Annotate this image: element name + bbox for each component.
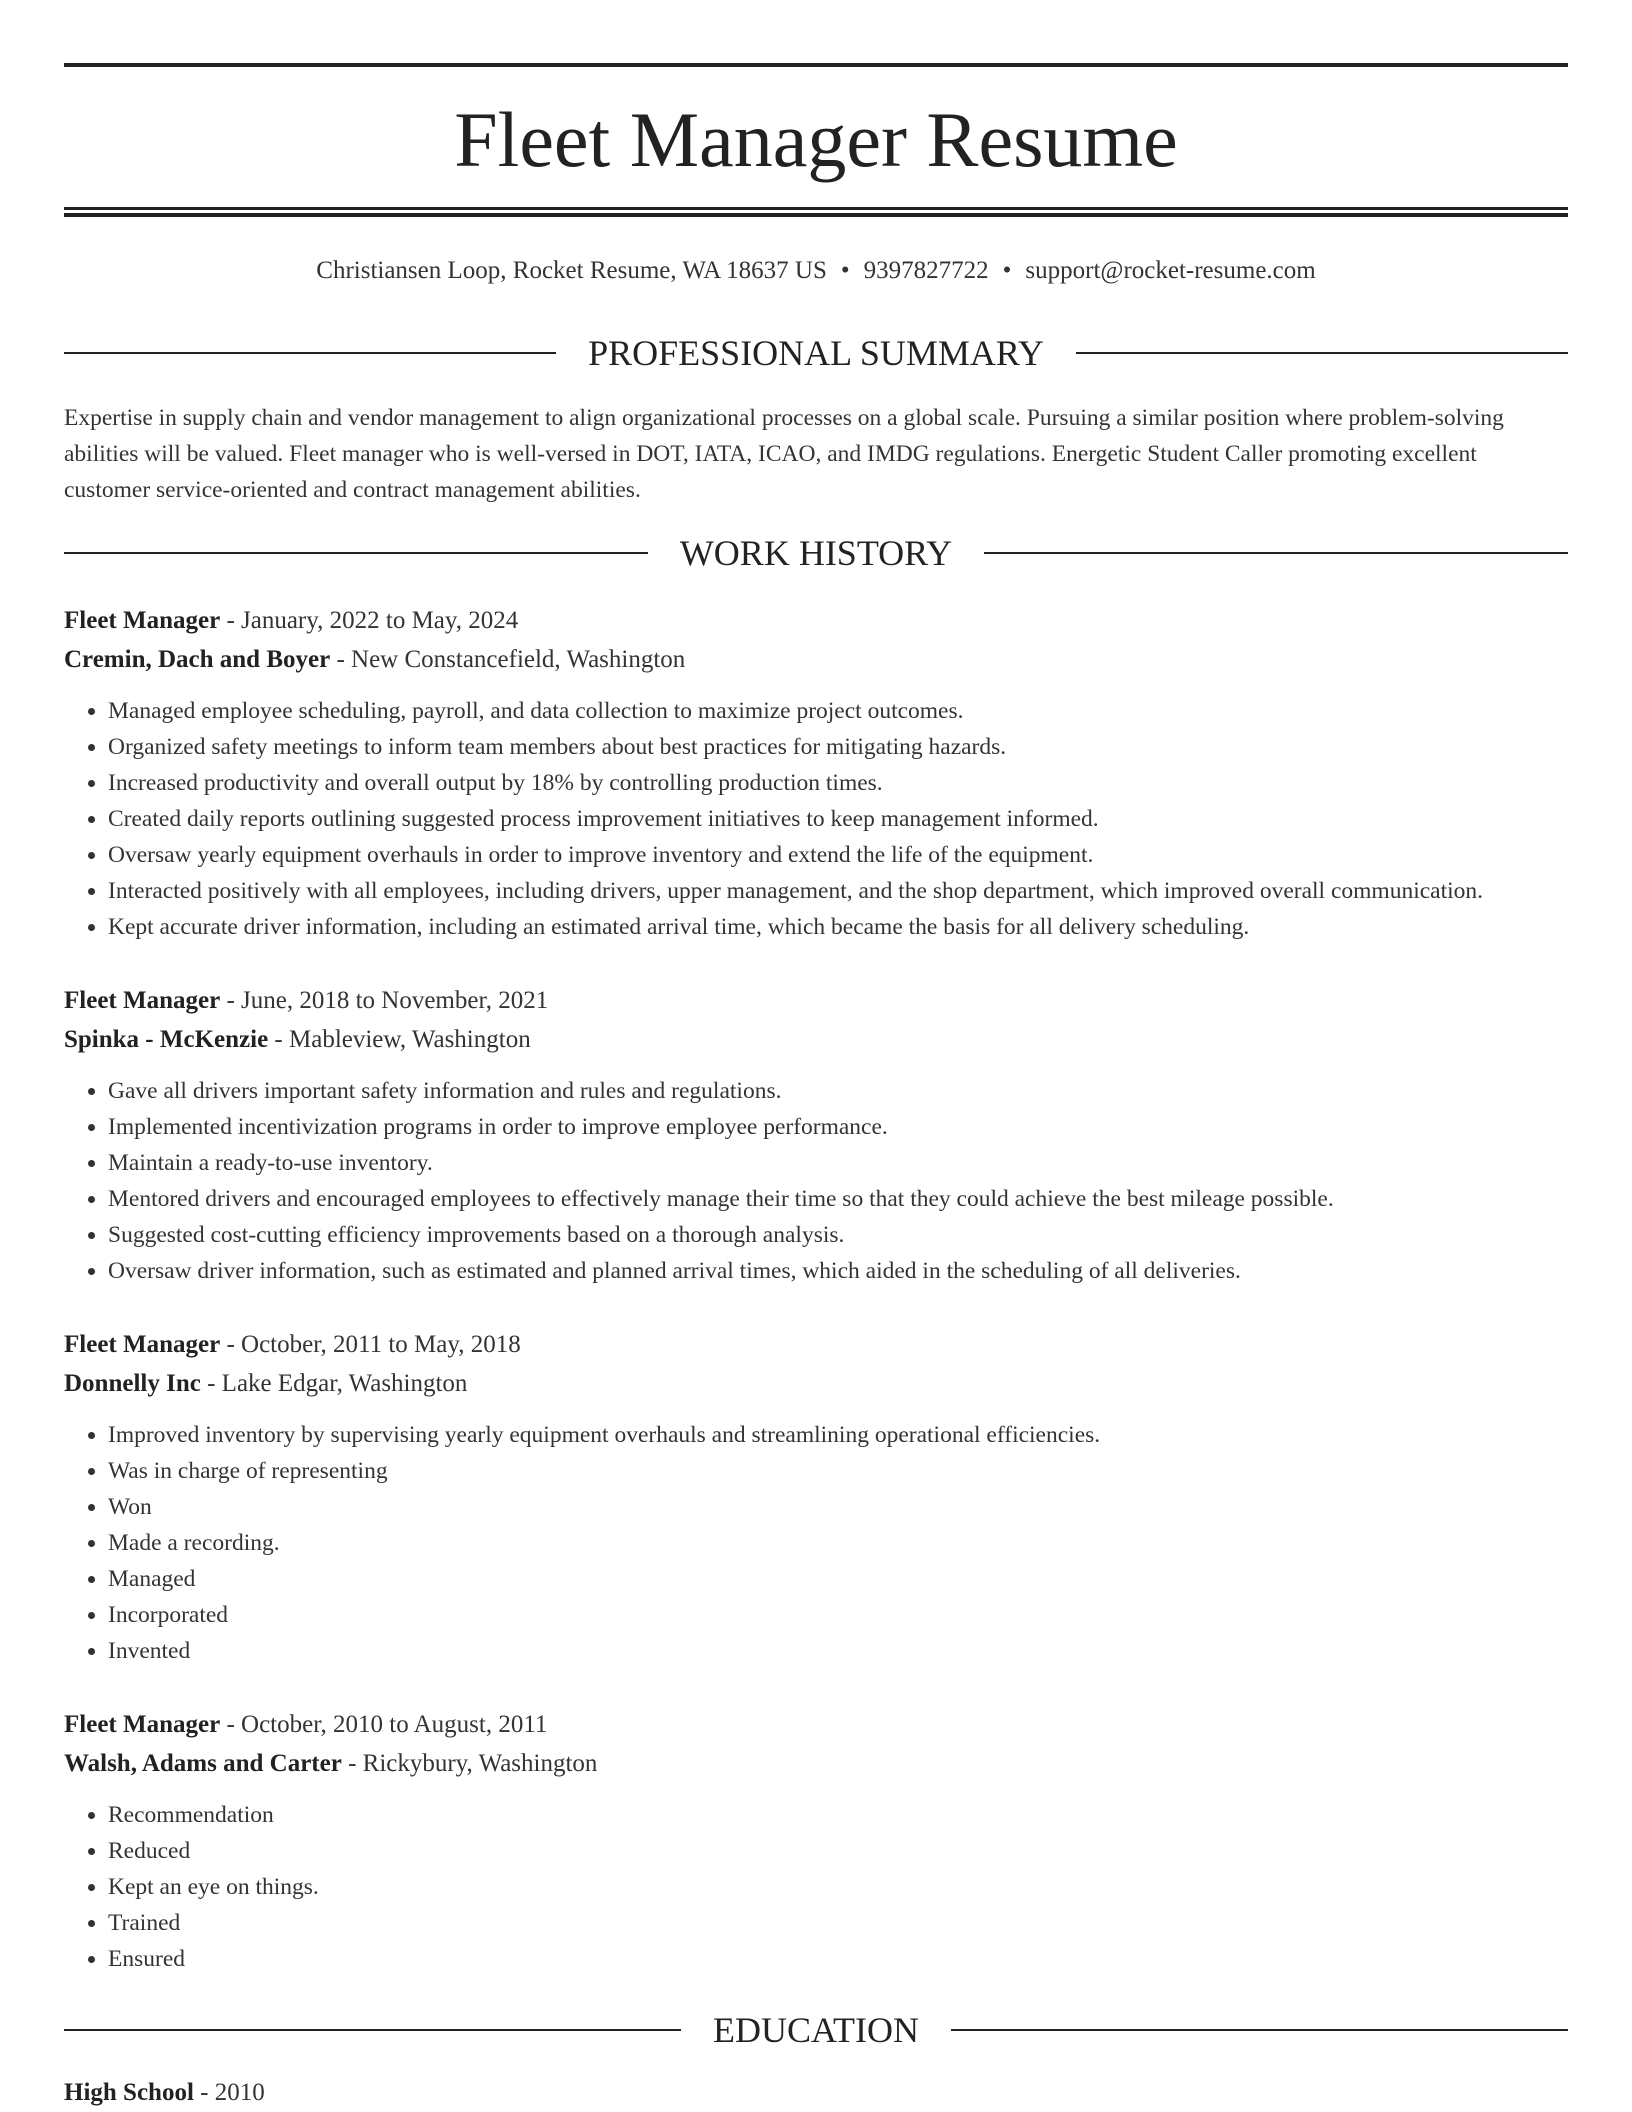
divider [64, 352, 556, 354]
list-item: • Reduced [108, 1833, 1568, 1869]
summary-heading-label: PROFESSIONAL SUMMARY [588, 333, 1044, 373]
list-item: • Trained [108, 1905, 1568, 1941]
job-entry [64, 981, 1568, 1289]
list-item: • Managed [108, 1561, 1568, 1597]
list-item: • Increased productivity and overall output by 18% by controlling production times. [108, 765, 1568, 801]
job-title: Fleet Manager [64, 1711, 221, 1738]
list-item: • Implemented incentivization programs in order to improve employee performance. [108, 1109, 1568, 1145]
professional-summary-text: Expertise in supply chain and vendor management to align organizational processes on a global scale. Pursuing a similar position where problem-solving abilities will be valued. Fleet manager who is well-versed in DOT, IATA, ICAO, and IMDG regulations. Energetic Student Caller promoting excellent customer service-oriented and contract management abilities. [64, 405, 1504, 503]
list-item: • Created daily reports outlining suggested process improvement initiatives to keep management informed. [108, 801, 1568, 837]
list-item: • Suggested cost-cutting efficiency improvements based on a thorough analysis. [108, 1217, 1568, 1253]
work-heading-label: WORK HISTORY [679, 533, 953, 573]
education-section-heading [64, 2008, 1568, 2052]
job-company-line [64, 640, 1568, 679]
contact-phone: 9397827722 [863, 257, 989, 284]
list-item: • Gave all drivers important safety information and rules and regulations. [108, 1073, 1568, 1109]
divider [951, 2029, 1568, 2031]
job-dates: - October, 2010 to August, 2011 [220, 1711, 548, 1738]
job-title: Fleet Manager [64, 1331, 221, 1358]
job-company-line [64, 1364, 1568, 1403]
job-location: - Lake Edgar, Washington [200, 1370, 468, 1397]
list-item: • Managed employee scheduling, payroll, and data collection to maximize project outcomes. [108, 693, 1568, 729]
education-degree: High School [64, 2079, 194, 2106]
education-year: - 2010 [193, 2079, 265, 2106]
job-company-line [64, 1020, 1568, 1059]
job-company: Cremin, Dach and Boyer [64, 646, 331, 673]
job-title-line [64, 1325, 1568, 1364]
divider [984, 552, 1568, 554]
job-location: - Rickybury, Washington [341, 1750, 598, 1777]
job-company: Walsh, Adams and Carter [64, 1750, 342, 1777]
summary-section-heading [64, 331, 1568, 375]
list-item: • Ensured [108, 1941, 1568, 1977]
list-item: • Kept an eye on things. [108, 1869, 1568, 1905]
list-item: • Kept accurate driver information, including an estimated arrival time, which became the basis for all delivery scheduling. [108, 909, 1568, 945]
divider [1076, 352, 1568, 354]
job-dates: - January, 2022 to May, 2024 [220, 607, 519, 634]
job-entry [64, 1325, 1568, 1669]
job-title-line [64, 1705, 1568, 1744]
job-bullets [64, 1073, 1568, 1289]
header-top-rule [64, 63, 1568, 67]
job-title-line [64, 981, 1568, 1020]
work-section-heading [64, 531, 1568, 575]
contact-separator: • [1002, 257, 1012, 284]
job-company: Spinka - McKenzie [64, 1026, 269, 1053]
list-item: • Invented [108, 1633, 1568, 1669]
education-entry [64, 2075, 265, 2111]
job-title: Fleet Manager [64, 607, 221, 634]
divider [64, 2029, 681, 2031]
list-item: • Organized safety meetings to inform team members about best practices for mitigating hazards. [108, 729, 1568, 765]
job-company: Donnelly Inc [64, 1370, 201, 1397]
job-dates: - October, 2011 to May, 2018 [220, 1331, 521, 1358]
list-item: • Improved inventory by supervising yearly equipment overhauls and streamlining operational efficiencies. [108, 1417, 1568, 1453]
job-location: - Mableview, Washington [268, 1026, 531, 1053]
job-entry [64, 1705, 1568, 1977]
divider [64, 552, 648, 554]
job-title: Fleet Manager [64, 987, 221, 1014]
job-bullets [64, 693, 1568, 945]
contact-separator: • [840, 257, 850, 284]
page-title: Fleet Manager Resume [454, 96, 1178, 183]
list-item: • Maintain a ready-to-use inventory. [108, 1145, 1568, 1181]
list-item: • Interacted positively with all employees, including drivers, upper management, and the shop department, which improved overall communication. [108, 873, 1568, 909]
list-item: • Recommendation [108, 1797, 1568, 1833]
contact-line [64, 254, 1568, 288]
list-item: • Was in charge of representing [108, 1453, 1568, 1489]
list-item: • Mentored drivers and encouraged employees to effectively manage their time so that they could achieve the best mileage possible. [108, 1181, 1568, 1217]
contact-email: support@rocket-resume.com [1025, 257, 1316, 284]
list-item: • Made a recording. [108, 1525, 1568, 1561]
job-entry [64, 601, 1568, 945]
job-dates: - June, 2018 to November, 2021 [220, 987, 549, 1014]
education-heading-label: EDUCATION [713, 2010, 919, 2050]
list-item: • Oversaw driver information, such as estimated and planned arrival times, which aided in the scheduling of all deliveries. [108, 1253, 1568, 1289]
job-location: - New Constancefield, Washington [330, 646, 686, 673]
job-bullets [64, 1797, 1568, 1977]
header-double-rule [64, 207, 1568, 217]
list-item: • Oversaw yearly equipment overhauls in order to improve inventory and extend the life of the equipment. [108, 837, 1568, 873]
job-title-line [64, 601, 1568, 640]
list-item: • Incorporated [108, 1597, 1568, 1633]
contact-address: Christiansen Loop, Rocket Resume, WA 18637 US [316, 257, 827, 284]
list-item: • Won [108, 1489, 1568, 1525]
job-bullets [64, 1417, 1568, 1669]
job-company-line [64, 1744, 1568, 1783]
